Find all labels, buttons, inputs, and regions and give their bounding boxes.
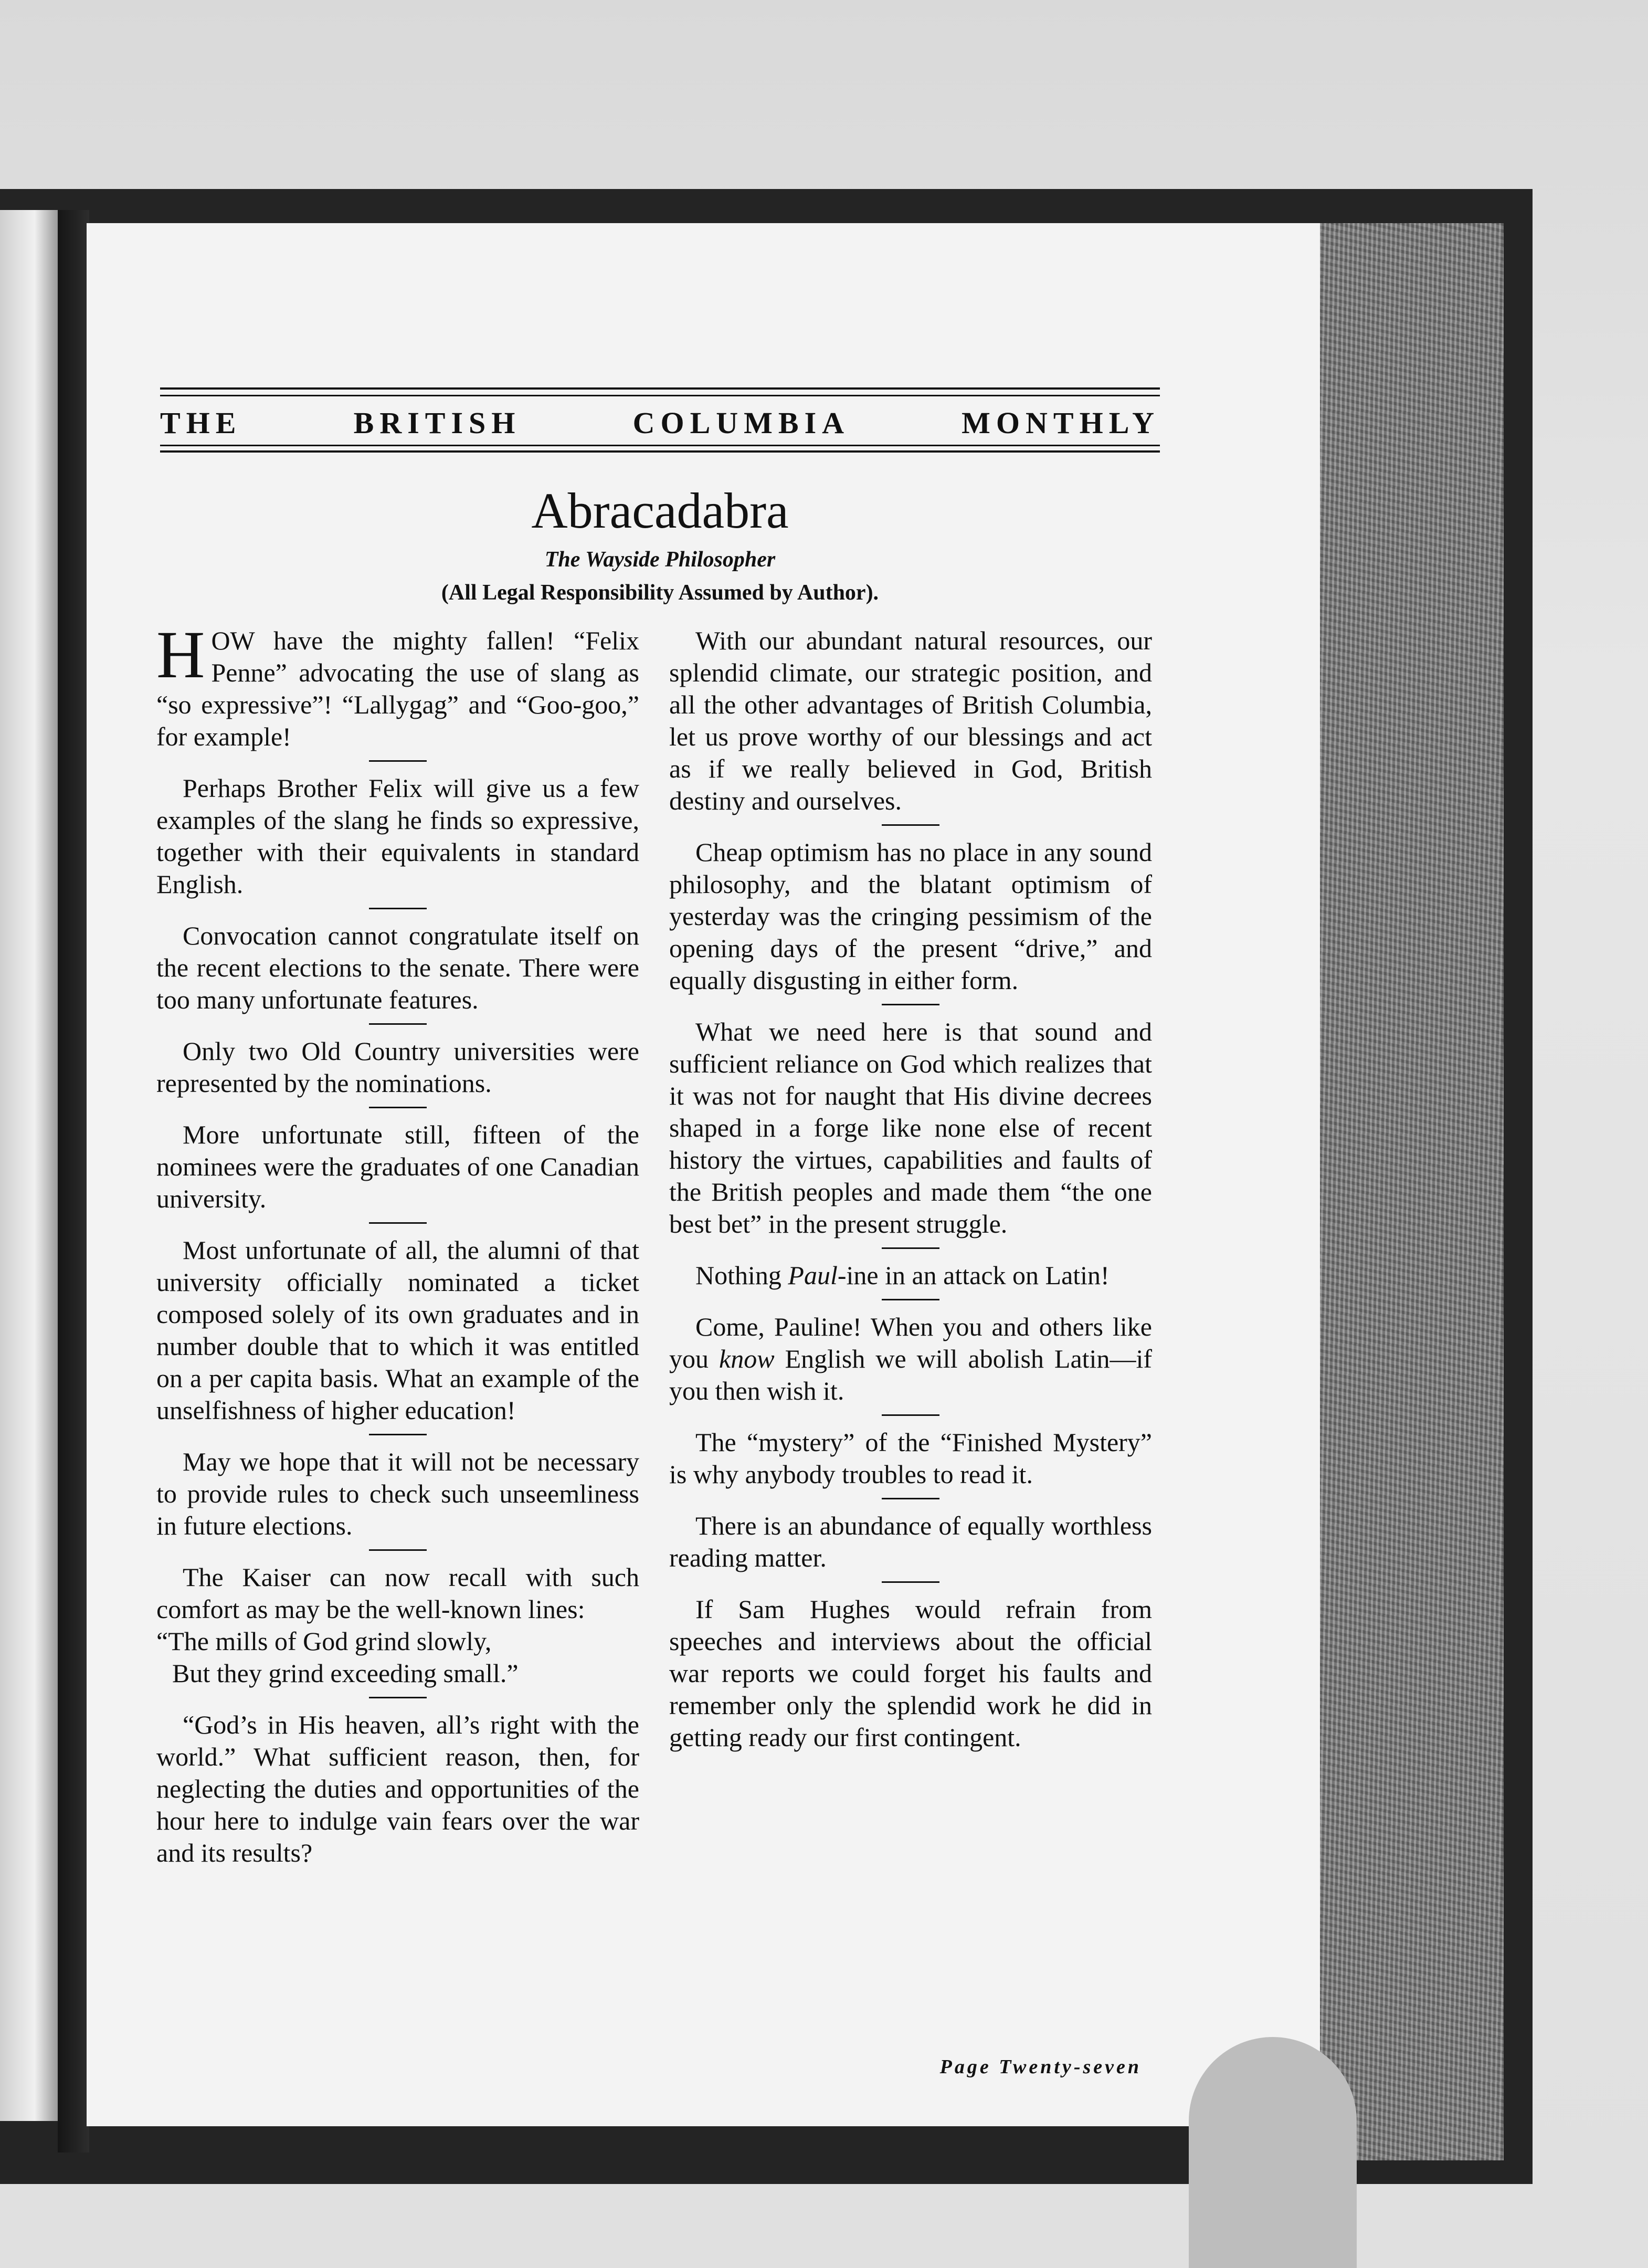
rule-top-inner bbox=[160, 395, 1160, 396]
verse-line: But they grind exceeding small.” bbox=[172, 1658, 519, 1688]
page-edges bbox=[1315, 223, 1504, 2160]
paragraph-text: OW have the mighty fallen! “Felix Penne” advocating the use of slang as “so expressive”! “Lallygag” and “Goo-goo,” for example! bbox=[156, 626, 639, 751]
section-separator bbox=[882, 1414, 939, 1416]
paragraph-text: Nothing bbox=[695, 1261, 788, 1290]
magazine-title-word: COLUMBIA bbox=[632, 406, 850, 440]
paragraph bbox=[669, 1259, 1152, 1292]
article-title: Abracadabra bbox=[531, 482, 789, 539]
magazine-title-word: THE bbox=[160, 406, 242, 440]
paragraph: Cheap optimism has no place in any sound philosophy, and the blatant optimism of yesterday was the cringing pessimism of the opening days of the present “drive,” and equally disgusting in either form. bbox=[669, 837, 1152, 995]
paragraph: The Kaiser can now recall with such comfort as may be the well-known lines: bbox=[156, 1562, 639, 1624]
paragraph: With our abundant natural resources, our splendid climate, our strategic position, and all the other advantages of British Columbia, let us prove worthy of our blessings and act as if we really believed in God, British destiny and ourselves. bbox=[669, 626, 1152, 815]
left-column bbox=[156, 617, 639, 1869]
magazine-title-word: MONTHLY bbox=[962, 406, 1160, 440]
left-page-edge bbox=[0, 210, 58, 2121]
paragraph: If Sam Hughes would refrain from speeches and interviews about the official war reports we could forget his faults and remember only the splendid work he did in getting ready our first contingent. bbox=[669, 1594, 1152, 1752]
rule-bottom-inner bbox=[160, 445, 1160, 446]
page-number: Page Twenty-seven bbox=[939, 2056, 1142, 2078]
verse-line: “The mills of God grind slowly, bbox=[156, 1626, 492, 1656]
running-head bbox=[160, 387, 1160, 456]
paragraph bbox=[156, 617, 639, 753]
section-separator bbox=[369, 1697, 427, 1698]
article-disclaimer: (All Legal Responsibility Assumed by Author). bbox=[441, 581, 879, 605]
section-separator bbox=[882, 1247, 939, 1249]
paragraph-text: English we will abolish Latin—if you then wish it. bbox=[669, 1344, 1152, 1405]
section-separator bbox=[369, 1222, 427, 1224]
right-column bbox=[669, 625, 1152, 1754]
paragraph: May we hope that it will not be necessary to provide rules to check such unseemliness in future elections. bbox=[156, 1447, 639, 1540]
paragraph: There is an abundance of equally worthless reading matter. bbox=[669, 1511, 1152, 1572]
italic-word: Paul bbox=[788, 1261, 838, 1290]
paragraph-text: -ine in an attack on Latin! bbox=[837, 1261, 1110, 1290]
section-separator bbox=[882, 1581, 939, 1583]
paragraph bbox=[669, 1311, 1152, 1407]
paragraph: Convocation cannot congratulate itself on the recent elections to the senate. There were too many unfortunate features. bbox=[156, 921, 639, 1014]
paragraph-text: Come, Pauline! When you and others like you bbox=[669, 1312, 1152, 1373]
book-gutter bbox=[58, 210, 89, 2152]
section-separator bbox=[882, 1004, 939, 1005]
section-separator bbox=[369, 908, 427, 909]
article-byline: The Wayside Philosopher bbox=[544, 548, 776, 572]
section-separator bbox=[882, 824, 939, 826]
paragraph: More unfortunate still, fifteen of the nominees were the graduates of one Canadian university. bbox=[156, 1120, 639, 1213]
paragraph: What we need here is that sound and sufficient reliance on God which realizes that it was not for naught that His divine decrees shaped in a forge like none else of recent history the virtues, capabilities and faults of the British peoples and made them “the one best bet” in the present struggle. bbox=[669, 1017, 1152, 1238]
paragraph: The “mystery” of the “Finished Mystery” is why anybody troubles to read it. bbox=[669, 1427, 1152, 1489]
magazine-title bbox=[160, 405, 1160, 440]
rule-bottom-outer bbox=[160, 450, 1160, 453]
bookmark-tab bbox=[1189, 2037, 1357, 2268]
paragraph: Only two Old Country universities were represented by the nominations. bbox=[156, 1036, 639, 1098]
rule-top-outer bbox=[160, 387, 1160, 390]
paragraph: Perhaps Brother Felix will give us a few examples of the slang he finds so expressive, together with their equivalents in standard English. bbox=[156, 773, 639, 899]
magazine-title-word: BRITISH bbox=[353, 406, 521, 440]
section-separator bbox=[369, 1107, 427, 1108]
paragraph: “God’s in His heaven, all’s right with the world.” What sufficient reason, then, for neglecting the duties and opportunities of the hour here to indulge vain fears over the war and its results? bbox=[156, 1710, 639, 1867]
section-separator bbox=[882, 1498, 939, 1499]
section-separator bbox=[369, 1549, 427, 1551]
section-separator bbox=[369, 760, 427, 762]
italic-word: know bbox=[719, 1344, 775, 1373]
section-separator bbox=[369, 1023, 427, 1025]
section-separator bbox=[882, 1299, 939, 1300]
paragraph: Most unfortunate of all, the alumni of that university officially nominated a ticket composed solely of its own graduates and in number double that to which it was entitled on a per capita basis. What an example of the unselfishness of higher education! bbox=[156, 1235, 639, 1425]
section-separator bbox=[369, 1434, 427, 1435]
drop-cap: H bbox=[156, 617, 205, 692]
